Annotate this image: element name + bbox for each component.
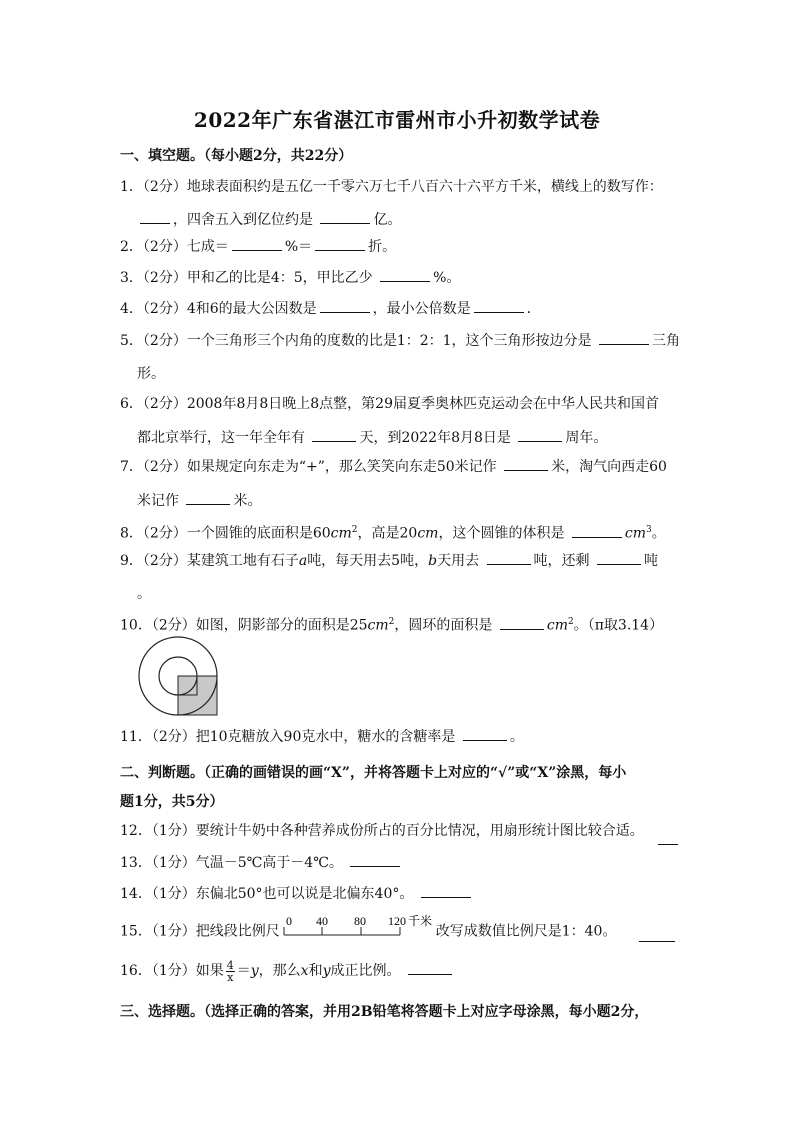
answer-blank[interactable] (408, 960, 452, 975)
question-7-text-d: 米。 (233, 493, 262, 509)
question-5-text-b: 三角 (652, 333, 680, 349)
question-16-text-d: 和 (308, 963, 323, 979)
question-9-text-d: 吨，还剩 (533, 553, 590, 569)
question-6-text-a: 6．（2分）2008年8月8日晚上8点整，第29届夏季奥林匹克运动会在中华人民共和国首 (120, 396, 659, 412)
question-2-text-a: 2．（2分）七成＝ (120, 239, 229, 255)
answer-blank[interactable] (350, 852, 400, 867)
question-9-text-e: 吨 (643, 553, 658, 569)
answer-blank[interactable] (597, 550, 641, 565)
unit-cm: cm (367, 617, 389, 634)
question-4-text-b: ，最小公倍数是 (372, 301, 471, 317)
question-11-text-b: 。 (509, 729, 524, 745)
question-9-continuation: 。 (137, 586, 151, 602)
answer-blank[interactable] (487, 550, 531, 565)
section-true-false-line2: 题1分，共5分） (120, 794, 224, 810)
question-6-continuation (137, 427, 607, 447)
answer-blank[interactable] (140, 209, 170, 224)
scale-label: 0 (285, 914, 292, 928)
question-14-text: 14．（1分）东偏北50°也可以说是北偏东40°。 (120, 886, 414, 902)
question-3-text-b: %。 (433, 270, 461, 286)
answer-blank[interactable] (312, 427, 356, 442)
question-16 (120, 956, 676, 986)
question-6-text-c: 天，到2022年8月8日是 (359, 430, 511, 446)
scale-unit: 千米 (407, 914, 432, 928)
question-6-text-b: 都北京举行，这一年全年有 (137, 430, 305, 446)
scale-label: 120 (387, 914, 406, 928)
answer-blank[interactable] (572, 523, 622, 538)
answer-blank[interactable] (232, 236, 282, 251)
question-16-text-b: ＝ (236, 963, 251, 979)
question-5-text-a: 5．（2分）一个三角形三个内角的度数的比是1：2：1，这个三角形按边分是 (120, 333, 592, 349)
answer-blank[interactable] (639, 927, 675, 942)
question-2-text-b: %＝ (284, 239, 313, 255)
unit-cm: cm (546, 617, 568, 634)
answer-blank[interactable] (474, 298, 524, 313)
question-11 (120, 722, 676, 752)
question-16-text-c: ，那么 (258, 963, 301, 979)
question-6 (120, 389, 676, 419)
question-13 (120, 848, 676, 878)
answer-blank[interactable] (658, 830, 678, 845)
variable-a: a (298, 553, 308, 569)
question-9 (120, 546, 676, 576)
answer-blank[interactable] (320, 298, 370, 313)
question-1-continuation (137, 209, 401, 229)
section-true-false: 二、判断题。（正确的画错误的画“X”，并将答题卡上对应的“√”或“X”涂黑，每小 (120, 765, 627, 781)
question-10-text-a: 10．（2分）如图，阴影部分的面积是25 (120, 617, 368, 634)
question-9-text-a: 9．（2分）某建筑工地有石子 (120, 553, 299, 569)
annulus-figure (138, 636, 222, 724)
scale-label: 40 (315, 914, 328, 928)
question-4 (120, 294, 676, 324)
question-2 (120, 232, 676, 262)
annulus-diagram (138, 636, 222, 720)
superscript: 3 (646, 525, 652, 535)
question-6-text-d: 周年。 (565, 430, 608, 446)
question-15 (120, 913, 676, 950)
question-8-text-d: 。 (651, 525, 666, 542)
answer-blank[interactable] (421, 883, 471, 898)
question-16-text-a: 16．（1分）如果 (120, 963, 224, 979)
answer-blank[interactable] (518, 427, 562, 442)
section-fill-in: 一、填空题。（每小题2分，共22分） (120, 148, 353, 164)
fraction-numerator: 4 (226, 958, 234, 972)
question-1-text-c: 亿。 (373, 212, 402, 228)
question-4-text-c: ． (526, 301, 541, 317)
question-1-text-b: ，四舍五入到亿位约是 (173, 212, 313, 228)
answer-blank[interactable] (186, 490, 230, 505)
question-13-text: 13．（1分）气温－5℃高于－4℃。 (120, 855, 343, 871)
unit-cm: cm (330, 525, 352, 542)
question-15-text-a: 15．（1分）把线段比例尺 (120, 923, 280, 940)
scale-bar (282, 913, 434, 950)
variable-y: y (250, 963, 259, 979)
question-12-text: 12．（1分）要统计牛奶中各种营养成份所占的百分比情况，用扇形统计图比较合适。 (120, 823, 644, 839)
superscript: 2 (388, 617, 395, 627)
scale-label: 80 (353, 914, 366, 928)
question-9-text-c: 天用去 (437, 553, 480, 569)
section-multiple-choice: 三、选择题。（选择正确的答案，并用2B铅笔将答题卡上对应字母涂黑，每小题2分， (120, 1004, 649, 1020)
question-11-text-a: 11．（2分）把10克糖放入90克水中，糖水的含糖率是 (120, 729, 456, 745)
question-1 (120, 172, 676, 202)
superscript: 2 (567, 617, 574, 627)
question-10-text-b: ，圆环的面积是 (394, 617, 493, 634)
question-8 (120, 515, 676, 549)
question-9-text-b: 吨，每天用去5吨， (307, 553, 429, 569)
question-15-text-b: 改写成数值比例尺是1：40。 (435, 923, 617, 940)
question-7 (120, 452, 676, 482)
question-1-text: 1．（2分）地球表面积约是五亿一千零六万七千八百六十六平方千米，横线上的数写作： (120, 179, 663, 195)
fraction (226, 960, 235, 983)
question-12 (120, 816, 676, 846)
question-7-text-b: 米，淘气向西走60 (551, 459, 667, 475)
question-7-text-a: 7．（2分）如果规定向东走为“+”，那么笑笑向东走50米记作 (120, 459, 497, 475)
scale-bar-graphic (282, 913, 434, 939)
unit-cm: cm (624, 525, 647, 542)
question-16-text-e: 成正比例。 (330, 963, 401, 979)
answer-blank[interactable] (504, 456, 548, 471)
question-14 (120, 879, 676, 909)
question-8-text-c: ，这个圆锥的体积是 (438, 525, 565, 542)
question-7-text-c: 米记作 (137, 493, 179, 509)
answer-blank[interactable] (500, 615, 544, 630)
question-5 (120, 326, 680, 356)
page-title: 2022年广东省湛江市雷州市小升初数学试卷 (193, 108, 601, 132)
variable-b: b (428, 553, 438, 569)
question-8-text-b: ，高是20 (357, 525, 418, 542)
question-5-continuation: 形。 (137, 366, 165, 382)
question-8-text-a: 8．（2分）一个圆锥的底面积是60 (120, 525, 331, 542)
question-2-text-c: 折。 (368, 239, 397, 255)
answer-blank[interactable] (599, 330, 649, 345)
answer-blank[interactable] (320, 209, 370, 224)
answer-blank[interactable] (315, 236, 365, 251)
question-4-text-a: 4．（2分）4和6的最大公因数是 (120, 301, 317, 317)
variable-x: x (300, 963, 309, 979)
superscript: 2 (351, 525, 358, 535)
variable-y: y (322, 963, 331, 979)
fraction-denominator: x (227, 970, 234, 984)
question-3-text-a: 3．（2分）甲和乙的比是4：5，甲比乙少 (120, 270, 373, 286)
question-3 (120, 263, 676, 293)
unit-cm: cm (417, 525, 439, 542)
question-10-text-c: 。（π取3.14） (573, 617, 664, 634)
answer-blank[interactable] (463, 726, 507, 741)
answer-blank[interactable] (380, 267, 430, 282)
question-7-continuation (137, 490, 261, 510)
